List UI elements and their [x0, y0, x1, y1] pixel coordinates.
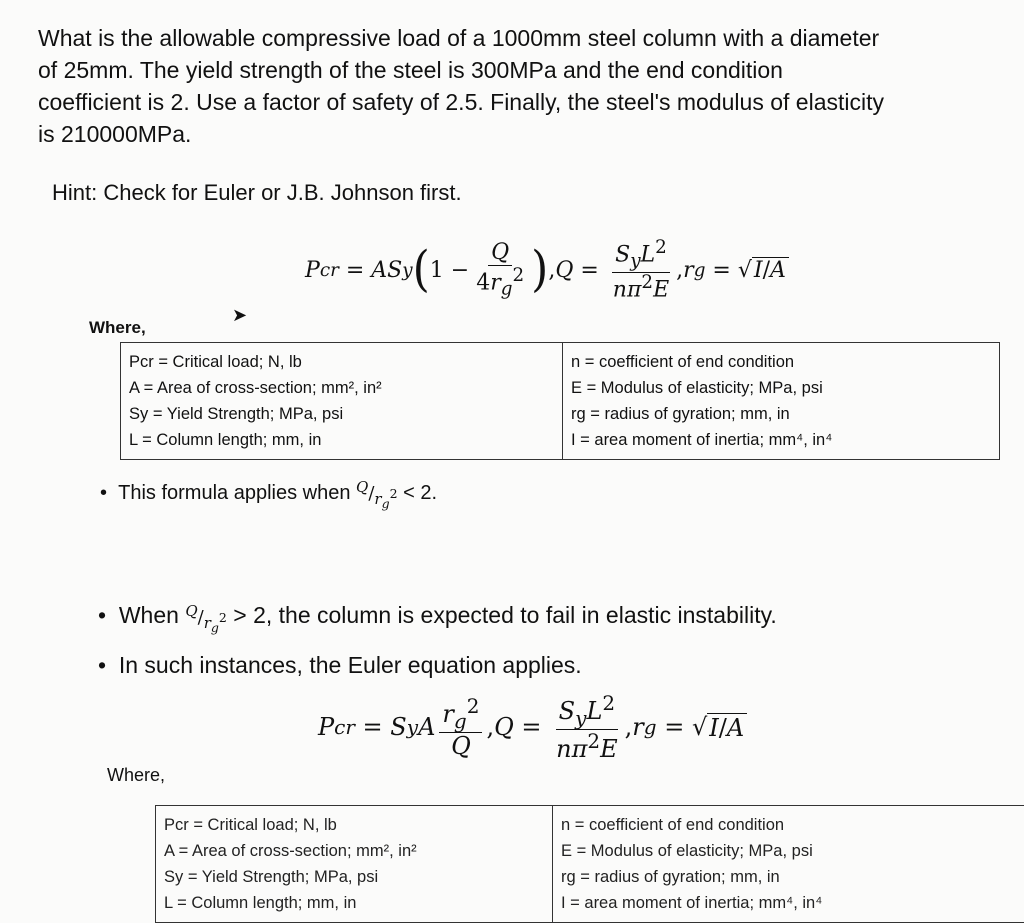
definition-item: Sy = Yield Strength; MPa, psi [164, 864, 544, 890]
where-label: Where, [89, 318, 146, 338]
definition-item: n = coefficient of end condition [561, 812, 1024, 838]
definitions-right [563, 343, 1000, 460]
question-line: of 25mm. The yield strength of the steel is 300MPa and the end condition [38, 54, 1018, 86]
definition-item: L = Column length; mm, in [129, 427, 554, 453]
definitions-left [156, 806, 553, 923]
definition-item: E = Modulus of elasticity; MPa, psi [561, 838, 1024, 864]
definition-item: E = Modulus of elasticity; MPa, psi [571, 375, 991, 401]
question-line: coefficient is 2. Use a factor of safety of 2.5. Finally, the steel's modulus of elasticity [38, 86, 1018, 118]
question-line: is 210000MPa. [38, 118, 1018, 150]
where-label: Where, [107, 765, 165, 786]
euler-formula: P cr = S y A $\frac{r_g^2}{Q}$ , Q = $\frac{S_yL^2}{n\pi^2E}$ , r g = √ I/A [318, 692, 747, 762]
question-text [38, 22, 1018, 150]
definition-item: A = Area of cross-section; mm², in² [164, 838, 544, 864]
definitions-table [155, 805, 1024, 923]
definitions-table [120, 342, 1000, 460]
ratio-formula: $^Q/_{r_g^2}$ [185, 607, 227, 628]
definition-item: n = coefficient of end condition [571, 349, 991, 375]
hint-text: Hint: Check for Euler or J.B. Johnson first. [52, 180, 462, 206]
definition-item: Pcr = Critical load; N, lb [129, 349, 554, 375]
mouse-cursor-icon: ➤ [232, 305, 247, 326]
bullet-text: In such instances, the Euler equation applies. [119, 652, 582, 678]
definition-item: L = Column length; mm, in [164, 890, 544, 916]
definition-item: Sy = Yield Strength; MPa, psi [129, 401, 554, 427]
definitions-right [553, 806, 1024, 923]
bullet-text: When [119, 602, 179, 628]
definition-item: I = area moment of inertia; mm⁴, in⁴ [571, 427, 991, 453]
bullet-text: This formula applies when [118, 482, 350, 504]
definition-item: A = Area of cross-section; mm², in² [129, 375, 554, 401]
bullet-applies: • This formula applies when $^Q/_{r_g^2} < 2$. [100, 478, 437, 511]
definition-item: rg = radius of gyration; mm, in [571, 401, 991, 427]
definition-item: I = area moment of inertia; mm⁴, in⁴ [561, 890, 1024, 916]
question-line: What is the allowable compressive load of a 1000mm steel column with a diameter [38, 22, 1018, 54]
johnson-formula: P cr = AS y ( 1 − $\frac{Q}{4r_g^2}$ ) , Q = $\frac{S_yL^2}{n\pi^2E}$ , r g = √ I/A [305, 238, 789, 302]
bullet-text: < 2. [403, 482, 437, 504]
bullet-euler: • In such instances, the Euler equation applies. [98, 652, 582, 679]
definition-item: rg = radius of gyration; mm, in [561, 864, 1024, 890]
ratio-formula: $^Q/_{r_g^2}$ [356, 483, 398, 504]
definition-item: Pcr = Critical load; N, lb [164, 812, 544, 838]
bullet-elastic: • When $^Q/_{r_g^2} > 2$, the column is expected to fail in elastic instability. [98, 602, 777, 635]
definitions-left [121, 343, 563, 460]
bullet-text: > 2, the column is expected to fail in elastic instability. [233, 602, 777, 628]
